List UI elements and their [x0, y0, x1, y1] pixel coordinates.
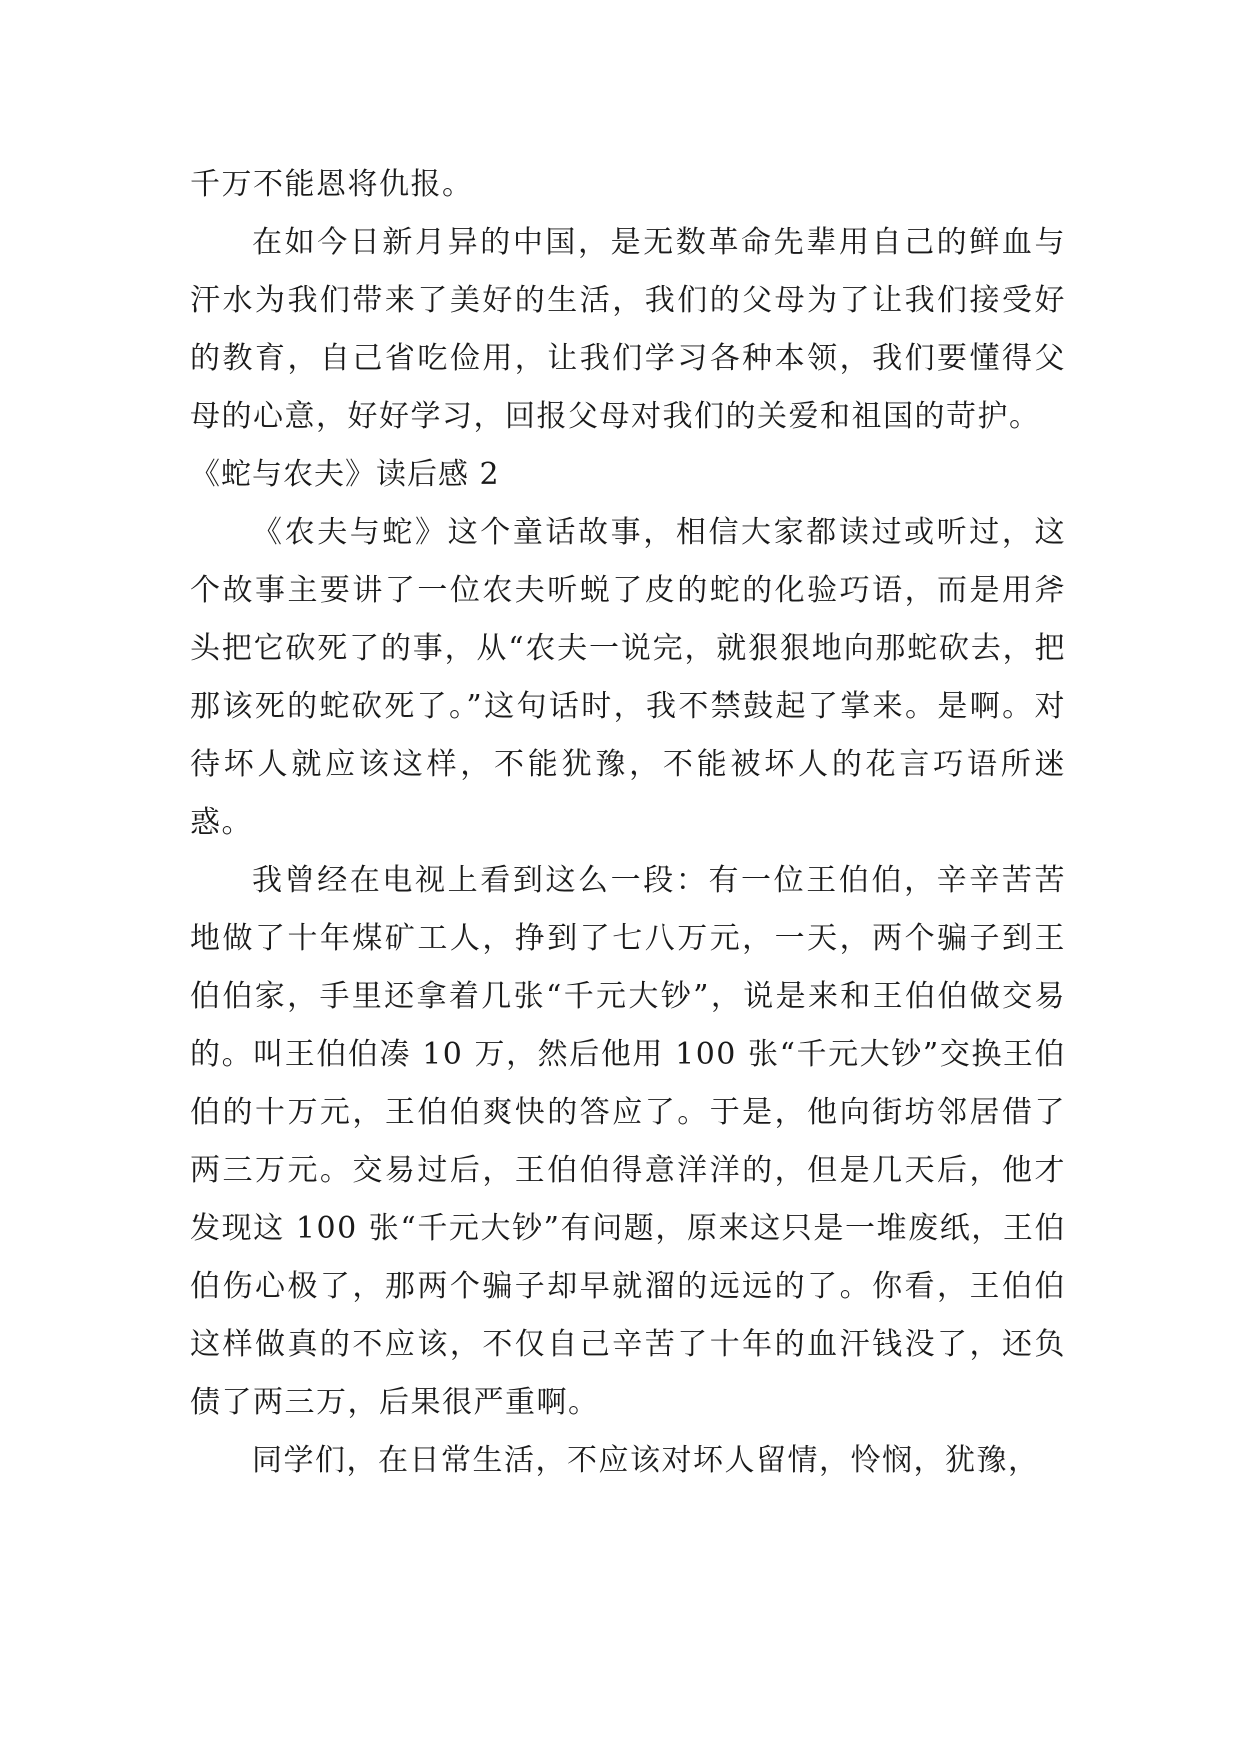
paragraph-gratitude: 在如今日新月异的中国，是无数革命先辈用自己的鲜血与汗水为我们带来了美好的生活，我们的父母为了让我们接受好的教育，自己省吃俭用，让我们学习各种本领，我们要懂得父母的心意，好好学习，回报父母对我们的关爱和祖国的苛护。	[190, 225, 1066, 434]
section-title: 《蛇与农夫》读后感 2	[190, 457, 500, 492]
document-body	[190, 156, 1066, 1490]
paragraph-story-summary: 《农夫与蛇》这个童话故事，相信大家都读过或听过，这个故事主要讲了一位农夫听蜕了皮的蛇的化验巧语，而是用斧头把它砍死了的事，从“农夫一说完，就狠狠地向那蛇砍去，把那该死的蛇砍死了。”这句话时，我不禁鼓起了掌来。是啊。对待坏人就应该这样，不能犹豫，不能被坏人的花言巧语所迷惑。	[190, 515, 1066, 840]
paragraph-continuation: 千万不能恩将仇报。	[190, 167, 474, 202]
paragraph-conclusion: 同学们，在日常生活，不应该对坏人留情，怜悯，犹豫，	[252, 1443, 1040, 1478]
paragraph-tv-example: 我曾经在电视上看到这么一段：有一位王伯伯，辛辛苦苦地做了十年煤矿工人，挣到了七八万元，一天，两个骗子到王伯伯家，手里还拿着几张“千元大钞”，说是来和王伯伯做交易的。叫王伯伯凑 10 万，然后他用 100 张“千元大钞”交换王伯伯的十万元，王伯伯爽快的答应了。于是，他向街坊邻居借了两三万元。交易过后，王伯伯得意洋洋的，但是几天后，他才发现这 100 张“千元大钞”有问题，原来这只是一堆废纸，王伯伯伤心极了，那两个骗子却早就溜的远远的了。你看，王伯伯这样做真的不应该，不仅自己辛苦了十年的血汗钱没了，还负债了两三万，后果很严重啊。	[190, 863, 1066, 1420]
